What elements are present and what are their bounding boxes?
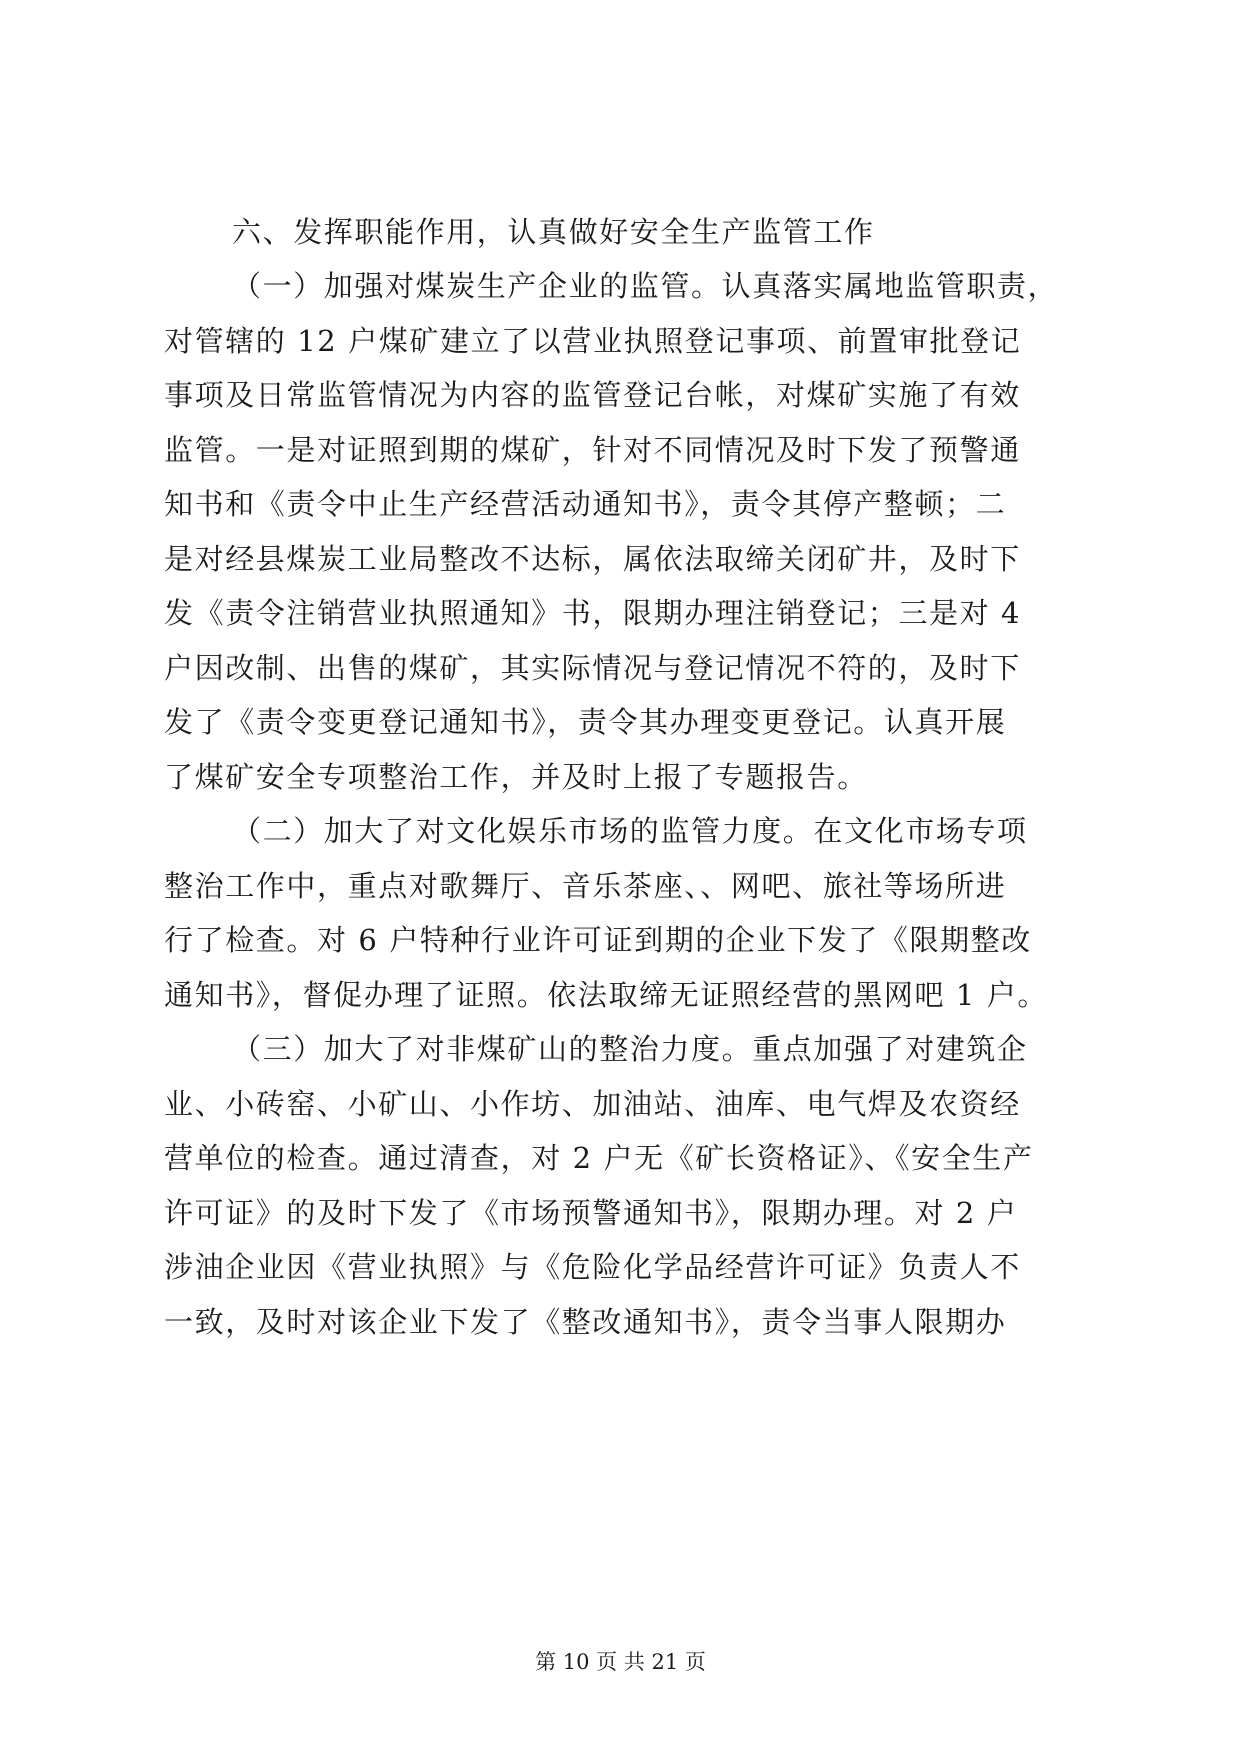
paragraph-line: （一）加强对煤炭生产企业的监管。认真落实属地监管职责， [232, 269, 1059, 303]
paragraph-line: 营单位的检查。通过清查，对 2 户无《矿长资格证》、《安全生产 [164, 1141, 1034, 1175]
paragraph-line: 事项及日常监管情况为内容的监管登记台帐，对煤矿实施了有效 [164, 378, 1021, 412]
paragraph-line: 一致，及时对该企业下发了《整改通知书》，责令当事人限期办 [164, 1305, 1007, 1339]
paragraph-line: 整治工作中，重点对歌舞厅、音乐茶座、、网吧、旅社等场所进 [164, 869, 1007, 903]
page-number-footer: 第 10 页 共 21 页 [535, 1650, 706, 1674]
paragraph-line: 行了检查。对 6 户特种行业许可证到期的企业下发了《限期整改 [164, 923, 1032, 957]
paragraph-line: 知书和《责令中止生产经营活动通知书》，责令其停产整顿；二 [164, 487, 1007, 521]
paragraph-line: 通知书》，督促办理了证照。依法取缔无证照经营的黑网吧 1 户。 [164, 978, 1048, 1012]
paragraph-line: 户因改制、出售的煤矿，其实际情况与登记情况不符的，及时下 [164, 651, 1021, 685]
paragraph-line: 发《责令注销营业执照通知》书，限期办理注销登记；三是对 4 [164, 596, 1022, 630]
paragraph-line: 对管辖的 12 户煤矿建立了以营业执照登记事项、前置审批登记 [164, 324, 1022, 358]
paragraph-line: 了煤矿安全专项整治工作，并及时上报了专题报告。 [164, 760, 868, 794]
paragraph-line: （二）加大了对文化娱乐市场的监管力度。在文化市场专项 [232, 814, 1028, 848]
paragraph-line: 涉油企业因《营业执照》与《危险化学品经营许可证》负责人不 [164, 1250, 1021, 1284]
paragraph-line: 监管。一是对证照到期的煤矿，针对不同情况及时下发了预警通 [164, 433, 1021, 467]
paragraph-line: 许可证》的及时下发了《市场预警通知书》，限期办理。对 2 户 [164, 1196, 1018, 1230]
paragraph-line: （三）加大了对非煤矿山的整治力度。重点加强了对建筑企 [232, 1032, 1028, 1066]
paragraph-line: 发了《责令变更登记通知书》，责令其办理变更登记。认真开展 [164, 705, 1007, 739]
section-heading: 六、发挥职能作用，认真做好安全生产监管工作 [232, 215, 875, 249]
paragraph-line: 业、小砖窑、小矿山、小作坊、加油站、油库、电气焊及农资经 [164, 1087, 1021, 1121]
paragraph-line: 是对经县煤炭工业局整改不达标，属依法取缔关闭矿井，及时下 [164, 542, 1021, 576]
